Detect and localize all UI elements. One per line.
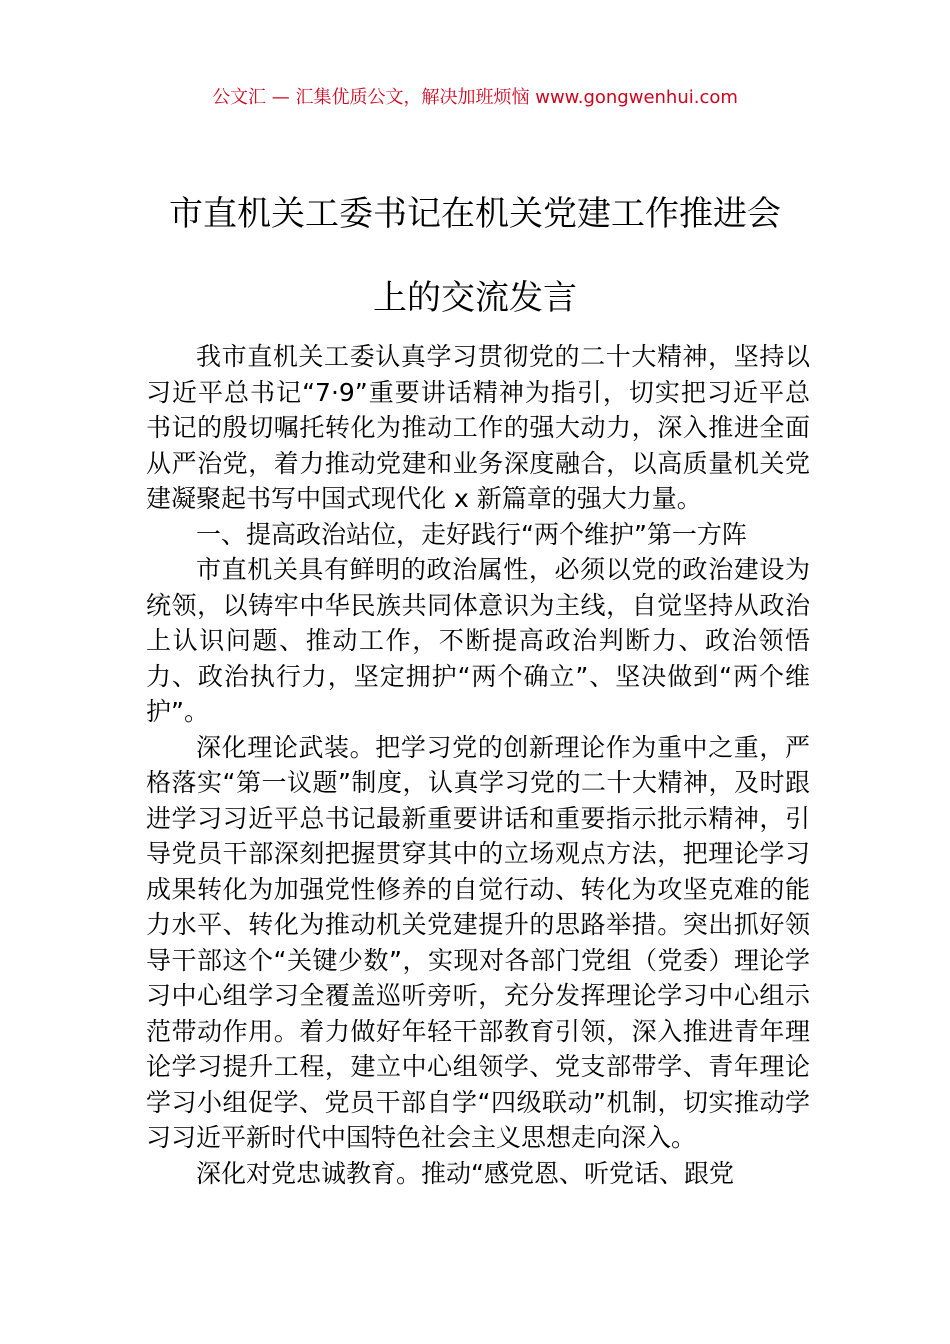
header-banner[interactable]: 公文汇 — 汇集优质公文，解决加班烦恼 www.gongwenhui.com (212, 87, 738, 108)
paragraph-loyalty-education: 深化对党忠诚教育。推动“感党恩、听党话、跟党 (196, 1158, 734, 1188)
paragraph-theory-armament: 深化理论武装。把学习党的创新理论作为重中之重，严格落实“第一议题”制度，认真学习党的二十大精神，及时跟进学习习近平总书记最新重要讲话和重要指示批示精神，引导党员干部深刻把握贯穿其中的立场观点方法，把理论学习成果转化为加强党性修养的自觉行动、转化为攻坚克难的能力水平、转化为推动机关党建提升的思路举措。突出抓好领导干部这个“关键少数”，实现对各部门党组（党委）理论学习中心组学习全覆盖巡听旁听，充分发挥理论学习中心组示范带动作用。着力做好年轻干部教育引领，深入推进青年理论学习提升工程，建立中心组领学、党支部带学、青年理论学习小组促学、党员干部自学“四级联动”机制，切实推动学习习近平新时代中国特色社会主义思想走向深入。 (146, 732, 810, 1152)
title-line-1: 市直机关工委书记在机关党建工作推进会 (169, 194, 781, 234)
title-line-2: 上的交流发言 (373, 278, 577, 318)
document-title (140, 172, 810, 340)
section-heading-1: 一、提高政治站位，走好践行“两个维护”第一方阵 (196, 519, 747, 549)
paragraph-section-1: 市直机关具有鲜明的政治属性，必须以党的政治建设为统领，以铸牢中华民族共同体意识为主线，自觉坚持从政治上认识问题、推动工作，不断提高政治判断力、政治领悟力、政治执行力，坚定拥护“两个确立”、坚决做到“两个维护”。 (146, 555, 810, 726)
paragraph-intro: 我市直机关工委认真学习贯彻党的二十大精神，坚持以习近平总书记“7·9”重要讲话精神为指引，切实把习近平总书记的殷切嘱托转化为推动工作的强大动力，深入推进全面从严治党，着力推动党建和业务深度融合，以高质量机关党建凝聚起书写中国式现代化 x 新篇章的强大力量。 (146, 342, 810, 513)
document-body (146, 339, 810, 1191)
